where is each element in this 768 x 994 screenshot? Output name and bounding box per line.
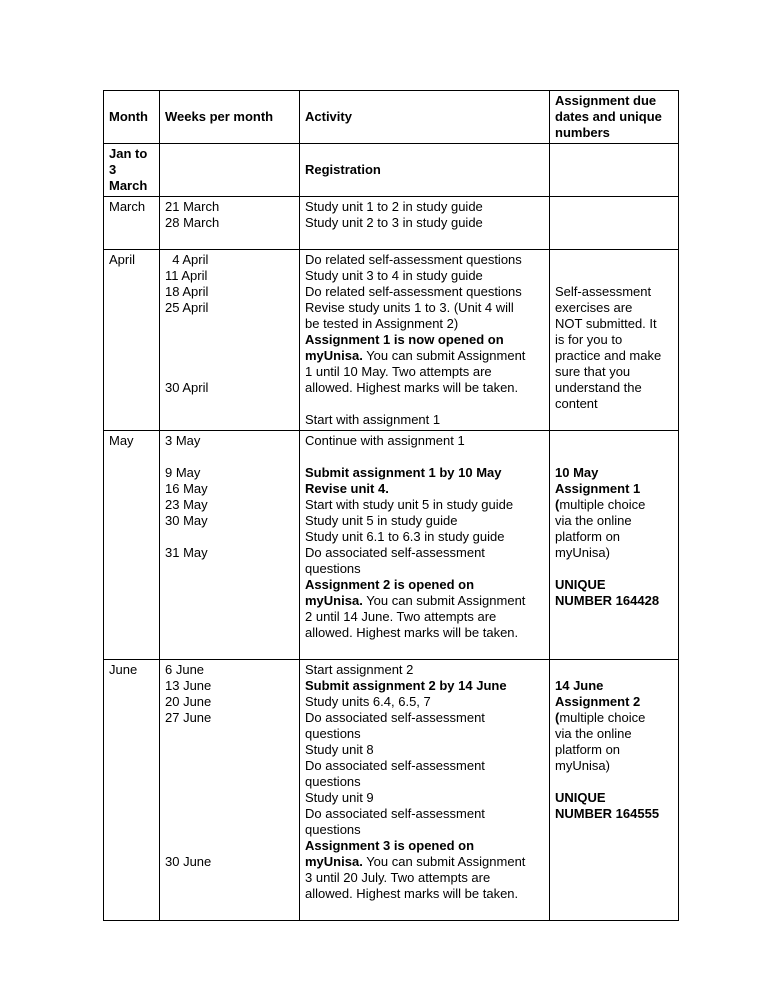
bold-text: myUnisa. [305,593,363,608]
text-line [555,284,675,300]
text: Start with study unit 5 in study guide [305,497,514,512]
cell-due [550,197,679,250]
cell-due [550,660,679,921]
text-line [165,497,296,513]
text-line [305,146,546,162]
text-line [165,284,296,300]
cell-weeks [160,431,300,660]
text-line [305,449,546,465]
text: questions [305,561,361,576]
bold-text: Jan to [109,146,148,161]
bold-text: UNIQUE [555,577,606,592]
text: questions [305,774,361,789]
bold-text: Assignment 1 is now opened on [305,332,504,347]
header-assignment-due: Assignment due dates and unique numbers [550,91,679,144]
text: Do associated self-assessment [305,758,485,773]
text-line [555,545,675,561]
text-line [165,316,296,332]
text: 21 March [165,199,220,214]
text-line [165,364,296,380]
bold-text: NUMBER 164428 [555,593,660,608]
bold-text: UNIQUE [555,790,606,805]
text-line [165,662,296,678]
text-line [555,332,675,348]
text-line [305,380,546,396]
text: 1 until 10 May. Two attempts are [305,364,492,379]
text-line [109,178,156,194]
text: March [109,199,146,214]
text: 3 until 20 July. Two attempts are [305,870,491,885]
text: Study unit 9 [305,790,374,805]
text: You can submit Assignment [362,348,526,363]
text-line [165,348,296,364]
text: June [109,662,138,677]
bold-text: Revise unit 4. [305,481,389,496]
text: April [109,252,136,267]
cell-weeks [160,144,300,197]
text-line [555,742,675,758]
text-line [555,758,675,774]
text-line [555,268,675,284]
text-line [305,726,546,742]
text: 18 April [165,284,209,299]
text-line [165,481,296,497]
text-line [165,433,296,449]
text-line [305,162,546,178]
text: 30 June [165,854,212,869]
text: via the online [555,726,632,741]
text-line [109,662,156,678]
text-line [305,678,546,694]
text-line [165,742,296,758]
text-line [165,790,296,806]
text-line [165,199,296,215]
text-line [305,215,546,231]
text-line [555,300,675,316]
header-weeks-per-month: Weeks per month [160,91,300,144]
text-line [555,513,675,529]
table-row [104,197,679,250]
text-line [555,806,675,822]
cell-activity [300,197,550,250]
text-line [555,348,675,364]
text-line [305,838,546,854]
text-line [305,790,546,806]
text-line [305,641,546,657]
text-line [165,252,296,268]
cell-weeks [160,197,300,250]
bold-text: ( [555,497,560,512]
text-line [555,577,675,593]
text-line [165,774,296,790]
text: 16 May [165,481,208,496]
table-row [104,250,679,431]
cell-month [104,660,160,921]
table-row [104,144,679,197]
header-month: Month [104,91,160,144]
text: 28 March [165,215,220,230]
header-activity: Activity [300,91,550,144]
text: Study unit 5 in study guide [305,513,458,528]
text-line [555,481,675,497]
text-line [305,902,546,918]
text: Do related self-assessment questions [305,252,522,267]
text-line [305,300,546,316]
text: content [555,396,598,411]
text-line [165,822,296,838]
table-row [104,660,679,921]
header-row [104,91,679,144]
text-line [555,726,675,742]
schedule-table [103,90,679,921]
cell-month [104,431,160,660]
text-line [555,710,675,726]
text-line [555,433,675,449]
text: 20 June [165,694,212,709]
text: 27 June [165,710,212,725]
text-line [555,593,675,609]
text: 11 April [165,268,208,283]
table-row [104,431,679,660]
text-line [165,215,296,231]
text: allowed. Highest marks will be taken. [305,625,519,640]
text-line [165,513,296,529]
schedule-table-body [104,144,679,921]
text-line [165,758,296,774]
text-line [165,231,296,247]
text: sure that you [555,364,631,379]
text-line [305,513,546,529]
text-line [305,545,546,561]
text-line [165,710,296,726]
text-line [305,268,546,284]
text-line [305,433,546,449]
text-line [555,396,675,412]
text-line [165,694,296,710]
text: understand the [555,380,642,395]
text: 9 May [165,465,201,480]
text-line [165,465,296,481]
text: Revise study units 1 to 3. (Unit 4 will [305,300,514,315]
text: You can submit Assignment [362,854,526,869]
text-line [305,465,546,481]
bold-text: Assignment 3 is opened on [305,838,475,853]
text-line [555,678,675,694]
text-line [555,465,675,481]
cell-activity [300,660,550,921]
text: allowed. Highest marks will be taken. [305,380,519,395]
bold-text: 10 May [555,465,599,480]
text-line [305,886,546,902]
text-line [555,497,675,513]
bold-text: 3 [109,162,117,177]
text: questions [305,726,361,741]
text-line [555,529,675,545]
text-line [305,822,546,838]
text: Start assignment 2 [305,662,414,677]
text-line [305,593,546,609]
text-line [305,742,546,758]
text-line [305,497,546,513]
bold-text: 14 June [555,678,604,693]
text-line [109,433,156,449]
text-line [555,790,675,806]
text: Study unit 6.1 to 6.3 in study guide [305,529,505,544]
text-line [305,364,546,380]
text-line [165,449,296,465]
text: 31 May [165,545,208,560]
text: NOT submitted. It [555,316,657,331]
text-line [305,758,546,774]
bold-text: Registration [305,162,381,177]
text-line [165,854,296,870]
text: Study unit 2 to 3 in study guide [305,215,483,230]
text: platform on [555,742,621,757]
text: Do associated self-assessment [305,710,485,725]
text-line [305,710,546,726]
bold-text: Assignment 2 [555,694,641,709]
cell-due [550,144,679,197]
text-line [305,199,546,215]
text-line [165,838,296,854]
text: is for you to [555,332,623,347]
text-line [305,332,546,348]
text-line [305,609,546,625]
cell-activity [300,144,550,197]
bold-text: Submit assignment 1 by 10 May [305,465,502,480]
text: 3 May [165,433,201,448]
text-line [555,694,675,710]
text: 30 April [165,380,209,395]
text-line [305,348,546,364]
text-line [165,529,296,545]
text-line [555,364,675,380]
text: 23 May [165,497,208,512]
text: 30 May [165,513,208,528]
text: exercises are [555,300,633,315]
text-line [305,854,546,870]
text: myUnisa) [555,758,610,773]
text-line [305,662,546,678]
text-line [305,694,546,710]
text: May [109,433,134,448]
cell-activity [300,431,550,660]
text-line [305,529,546,545]
text-line [555,662,675,678]
text-line [305,806,546,822]
bold-text: ( [555,710,560,725]
text: questions [305,822,361,837]
text-line [305,870,546,886]
bold-text: Submit assignment 2 by 14 June [305,678,507,693]
text-line [305,396,546,412]
text: Do associated self-assessment [305,545,485,560]
text: 4 April [165,252,209,267]
text: Continue with assignment 1 [305,433,465,448]
text: 2 until 14 June. Two attempts are [305,609,497,624]
text: Study unit 1 to 2 in study guide [305,199,483,214]
text: 25 April [165,300,209,315]
text: myUnisa) [555,545,610,560]
text: Study units 6.4, 6.5, 7 [305,694,431,709]
text-line [165,332,296,348]
bold-text: NUMBER 164555 [555,806,660,821]
bold-text: myUnisa. [305,854,363,869]
text: 6 June [165,662,205,677]
text: allowed. Highest marks will be taken. [305,886,519,901]
text-line [109,199,156,215]
text-line [555,380,675,396]
text-line [165,678,296,694]
text-line [555,316,675,332]
cell-activity [300,250,550,431]
text: Start with assignment 1 [305,412,441,427]
text-line [305,481,546,497]
text: Study unit 8 [305,742,374,757]
text-line [555,561,675,577]
bold-text: myUnisa. [305,348,363,363]
cell-weeks [160,660,300,921]
cell-due [550,250,679,431]
text: You can submit Assignment [362,593,526,608]
text-line [165,545,296,561]
text: 13 June [165,678,212,693]
text-line [555,449,675,465]
text-line [109,252,156,268]
text-line [165,300,296,316]
text-line [555,774,675,790]
text-line [165,380,296,396]
cell-weeks [160,250,300,431]
text-line [165,726,296,742]
text: practice and make [555,348,662,363]
text: Do associated self-assessment [305,806,485,821]
text-line [305,577,546,593]
cell-due [550,431,679,660]
text: Study unit 3 to 4 in study guide [305,268,483,283]
text: via the online [555,513,632,528]
text-line [165,268,296,284]
text-line [305,316,546,332]
bold-text: Assignment 2 is opened on [305,577,475,592]
text-line [305,774,546,790]
cell-month [104,144,160,197]
text-line [109,146,156,162]
text-line [305,412,546,428]
bold-text: Assignment 1 [555,481,641,496]
bold-text: March [109,178,148,193]
text: multiple choice [559,710,646,725]
cell-month [104,197,160,250]
text: platform on [555,529,621,544]
text-line [555,252,675,268]
text-line [165,806,296,822]
text: Do related self-assessment questions [305,284,522,299]
text-line [305,284,546,300]
text: Self-assessment [555,284,652,299]
cell-month [104,250,160,431]
text-line [109,162,156,178]
text-line [305,625,546,641]
text: be tested in Assignment 2) [305,316,459,331]
text-line [305,561,546,577]
text-line [305,252,546,268]
text: multiple choice [559,497,646,512]
